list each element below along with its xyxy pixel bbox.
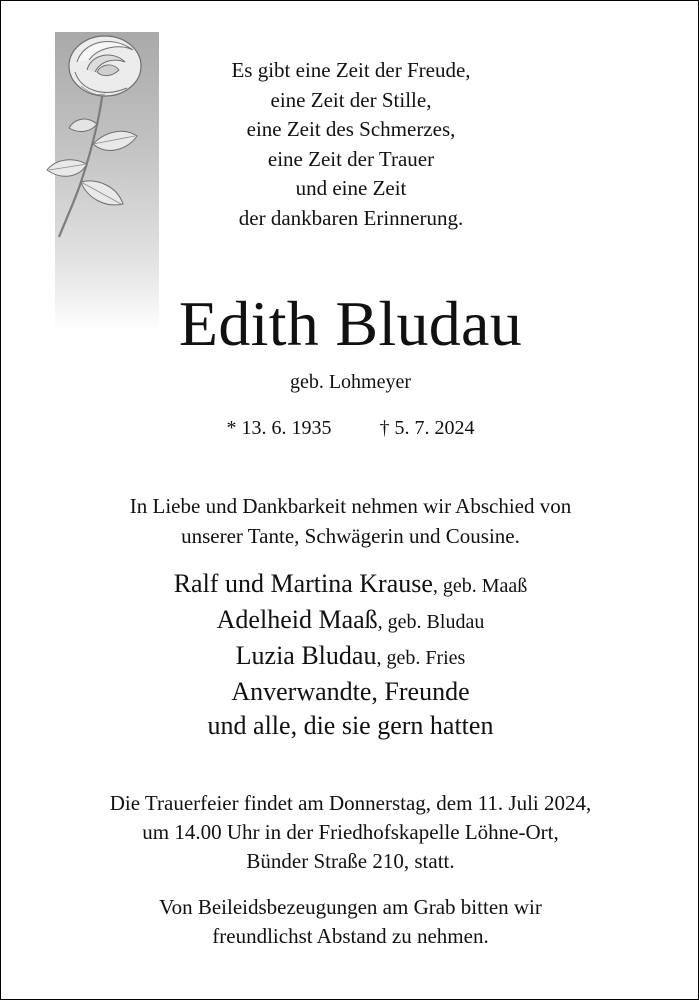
mourner-separator: , [432,575,443,597]
poem-line: eine Zeit der Trauer [267,146,435,171]
ceremony-line: Bünder Straße 210, statt. [246,849,455,873]
mourner-line [1,675,699,709]
poem-line: Es gibt eine Zeit der Freude, [231,58,471,82]
mourner-separator: , [376,647,387,669]
poem [171,56,531,233]
rose-icon [41,32,145,252]
intro-line: In Liebe und Dankbarkeit nehmen wir Abschied von [129,494,572,518]
request-line: freundlichst Abstand zu nehmen. [212,924,489,948]
mourner-line [1,639,699,675]
mourner-line [1,709,699,743]
death-date: † 5. 7. 2024 [379,417,475,439]
mourners-list [1,567,699,743]
mourner-name: Luzia Bludau [235,641,377,670]
farewell-intro [1,491,699,551]
mourner-name: Anverwandte, Freunde [231,677,470,706]
birth-name: geb. Lohmeyer [289,371,412,393]
mourner-line [1,603,699,639]
intro-line: unserer Tante, Schwägerin und Cousine. [181,524,520,548]
mourner-note: geb. Maaß [442,575,528,597]
condolence-request [1,893,699,951]
mourner-name: Ralf und Martina Krause [173,569,433,598]
mourner-note: geb. Fries [386,647,466,669]
birth-date: * 13. 6. 1935 [226,417,332,439]
poem-line: eine Zeit der Stille, [270,87,432,112]
mourner-separator: , [377,611,388,633]
poem-line: eine Zeit des Schmerzes, [246,117,456,141]
mourner-name: und alle, die sie gern hatten [207,711,494,740]
ceremony-info [1,789,699,876]
mourner-line [1,567,699,603]
mourner-note: geb. Bludau [387,611,485,633]
mourner-name: Adelheid Maaß [216,605,378,634]
ceremony-line: um 14.00 Uhr in der Friedhofskapelle Löhne-Ort, [142,820,559,844]
poem-line: der dankbaren Erinnerung. [238,205,464,230]
request-line: Von Beileidsbezeugungen am Grab bitten wir [159,895,542,919]
ceremony-line: Die Trauerfeier findet am Donnerstag, dem 11. Juli 2024, [109,791,592,815]
poem-line: und eine Zeit [295,176,407,200]
life-dates [1,414,699,442]
deceased-name: Edith Bludau [178,288,523,359]
